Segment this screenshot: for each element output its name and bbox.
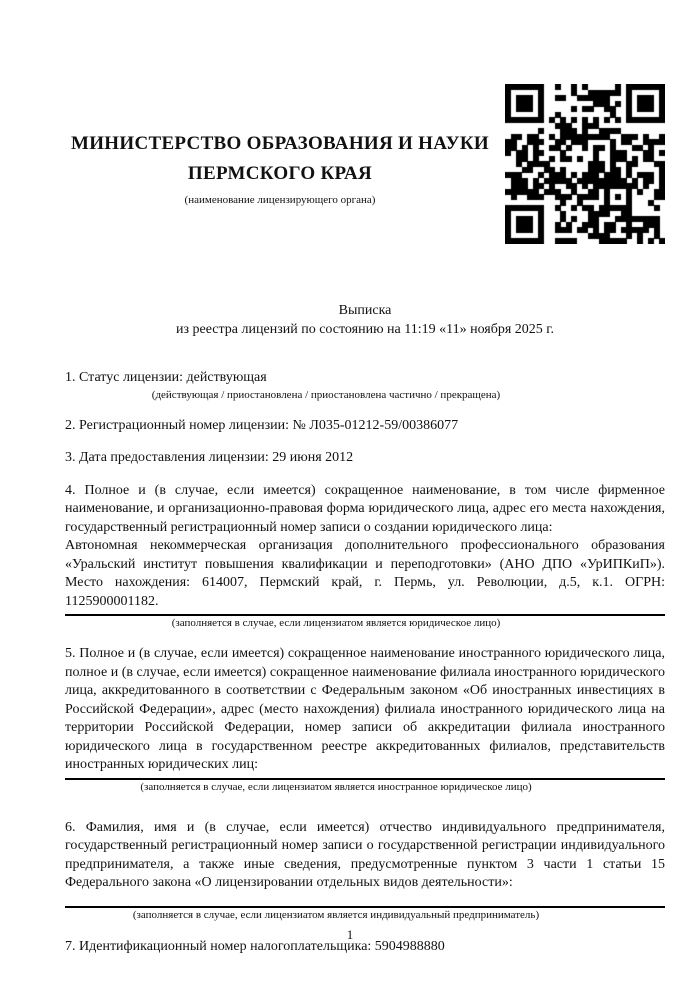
- license-status-caption: (действующая / приостановлена / приостановлена частично / прекращена): [151, 388, 501, 401]
- licensing-authority-caption: (наименование лицензирующего органа): [184, 194, 376, 206]
- qr-code: [505, 84, 665, 244]
- taxpayer-number-text: 7. Идентификационный номер налогоплательщика: 5904988880: [65, 938, 445, 954]
- ministry-name-line1: МИНИСТЕРСТВО ОБРАЗОВАНИЯ И НАУКИ: [70, 133, 490, 154]
- item-license-status: [65, 369, 665, 403]
- ministry-name-line2: ПЕРМСКОГО КРАЯ: [187, 163, 373, 184]
- item-foreign-entity: [65, 645, 665, 795]
- foreign-entity-caption: (заполняется в случае, если лицензиатом является иностранное юридическое лицо): [140, 780, 532, 793]
- qr-code-image: [505, 84, 665, 244]
- license-extract-body: [65, 369, 665, 956]
- item-license-date: [65, 449, 665, 468]
- document-header: [0, 0, 700, 245]
- licensing-authority-block: [65, 129, 495, 207]
- license-status-text: 1. Статус лицензии: действующая: [65, 370, 267, 385]
- legal-entity-question: 4. Полное и (в случае, если имеется) сокращенное наименование, в том числе фирменное наименование, и организационно-правовая форма юридического лица, адрес его места нахождения, государственный регистрационный номер записи о создании юридического лица:: [65, 482, 665, 535]
- foreign-entity-question: 5. Полное и (в случае, если имеется) сокращенное наименование иностранного юридического лица, полное и (в случае, если имеется) сокращенное наименование филиала иностранного юридического лица, аккредитованного в соответствии с Федеральным законом «Об иностранных инвестициях в Российской Федерации», адрес (место нахождения) филиала иностранного юридического лица на территории Российской Федерации, номер записи об аккредитации филиала иностранного юридического лица в государственном реестре аккредитованных филиалов, представительств иностранных юридических лиц:: [65, 646, 665, 772]
- individual-entrepreneur-question: 6. Фамилия, имя и (в случае, если имеется) отчество индивидуального предпринимателя, государственный регистрационный номер записи о государственной регистрации индивидуального предпринимателя, а также иные сведения, предусмотренные пунктом 3 части 1 статьи 15 Федерального закона «О лицензировании отдельных видов деятельности»:: [65, 819, 665, 890]
- document-title-line1: Выписка: [338, 303, 392, 318]
- legal-entity-caption: (заполняется в случае, если лицензиатом является юридическое лицо): [171, 617, 501, 629]
- registration-number-text: 2. Регистрационный номер лицензии: № Л035-01212-59/00386077: [65, 417, 459, 433]
- individual-entrepreneur-caption: (заполняется в случае, если лицензиатом является индивидуальный предприниматель): [132, 908, 540, 921]
- item-individual-entrepreneur: [65, 819, 665, 923]
- item-registration-number: [65, 417, 665, 436]
- document-title-line2: из реестра лицензий по состоянию на 11:19 «11» ноября 2025 г.: [176, 321, 554, 337]
- page-number: 1: [346, 927, 354, 942]
- legal-entity-value: Автономная некоммерческая организация дополнительного профессионального образования «Уральский институт повышения квалификации и переподготовки» (АНО ДПО «УрИПКиП»). Место нахождения: 614007, Пермский край, г. Пермь, ул. Революции, д.5, к.1. ОГРН: 1125900001182.: [65, 538, 665, 609]
- license-date-text: 3. Дата предоставления лицензии: 29 июня 2012: [65, 450, 354, 465]
- document-title: [65, 302, 665, 339]
- item-legal-entity: [65, 482, 665, 632]
